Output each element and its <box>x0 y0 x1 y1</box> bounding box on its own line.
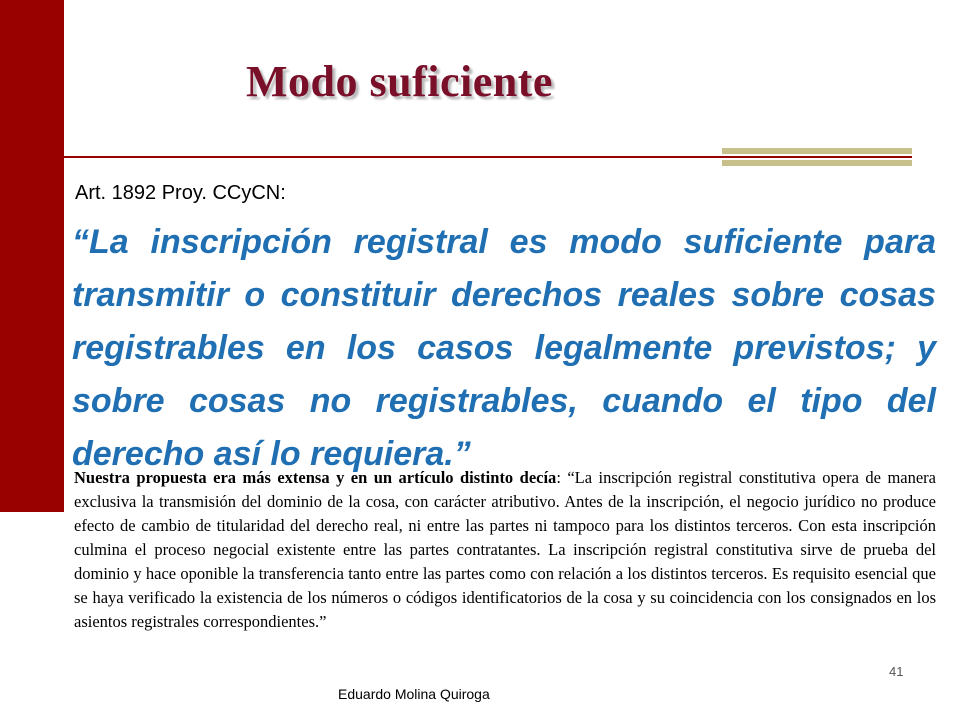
slide-title: Modo suficiente <box>246 57 553 106</box>
page-number: 41 <box>889 664 904 679</box>
proposal-text: : “La inscripción registral constitutiva opera de manera exclusiva la transmisión del dominio de la cosa, con carácter atributivo. Antes de la inscripción, el negocio jurídico no produce efecto de cambio de titularidad del derecho real, ni entre las partes ni tampoco para los distintos terceros. Con esta inscripción culmina el proceso negocial existente entre las partes contratantes. La inscripción registral constitutiva sirve de prueba del dominio y hace oponible la transferencia tanto entre las partes como con relación a los distintos terceros. Es requisito esencial que se haya verificado la existencia de los números o códigos identificatorios de la cosa y su coincidencia con los consignados en los asientos registrales correspondientes.” <box>74 468 936 631</box>
proposal-lead: Nuestra propuesta era más extensa y en un artículo distinto decía <box>74 468 557 487</box>
article-reference: Art. 1892 Proy. CCyCN: <box>75 182 286 204</box>
title-rule-accent-top <box>722 148 912 154</box>
proposal-paragraph <box>74 466 936 634</box>
left-accent-bar <box>0 0 64 512</box>
author-footer: Eduardo Molina Quiroga <box>338 686 490 702</box>
title-rule <box>64 156 912 158</box>
article-quote: “La inscripción registral es modo suficiente para transmitir o constituir derechos reales sobre cosas registrables en los casos legalmente previstos; y sobre cosas no registrables, cuando el tipo del derecho así lo requiera.” <box>72 223 936 473</box>
title-rule-accent-bottom <box>722 160 912 166</box>
